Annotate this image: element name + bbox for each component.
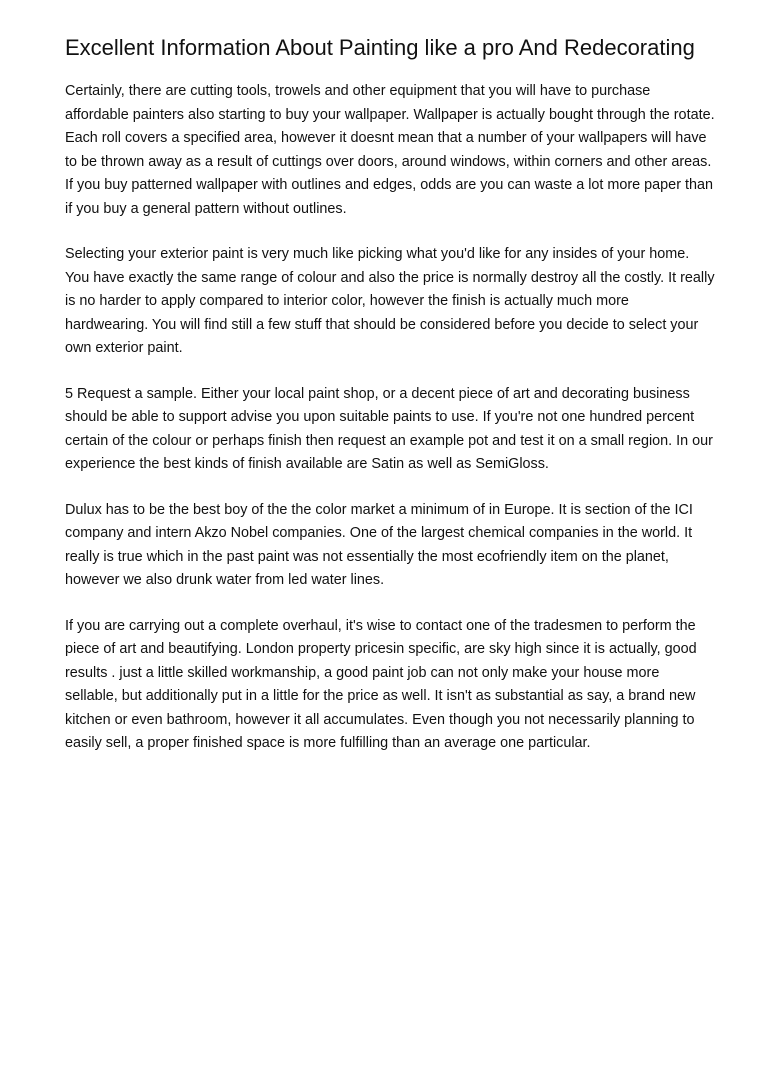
paragraph-3: 5 Request a sample. Either your local paint shop, or a decent piece of art and decorating business should be able to support advise you upon suitable paints to use. If you're not one hundred percent certain of the colour or perhaps finish then request an example pot and test it on a small region. In our experience the best kinds of finish available are Satin as well as SemiGloss.	[65, 385, 713, 472]
document-title: Excellent Information About Painting like a pro And Redecorating	[65, 35, 695, 60]
paragraph-4: Dulux has to be the best boy of the the color market a minimum of in Europe. It is section of the ICI company and intern Akzo Nobel companies. One of the largest chemical companies in the world. It really is true which in the past paint was not essentially the most ecofriendly item on the planet, however we also drunk water from led water lines.	[65, 501, 693, 588]
document-body	[65, 80, 715, 756]
paragraph-2: Selecting your exterior paint is very much like picking what you'd like for any insides of your home. You have exactly the same range of colour and also the price is normally destroy all the costly. It really is no harder to apply compared to interior color, however the finish is actually much more hardwearing. You will find still a few stuff that should be considered before you decide to select your own exterior paint.	[65, 246, 715, 356]
paragraph-5: If you are carrying out a complete overhaul, it's wise to contact one of the tradesmen to perform the piece of art and beautifying. London property pricesin specific, are sky high since it is actually, good results . just a little skilled workmanship, a good paint job can not only make your house more sellable, but additionally put in a little for the price as well. It isn't as substantial as say, a brand new kitchen or even bathroom, however it all accumulates. Even though you not necessarily planning to easily sell, a proper finished space is more fulfilling than an average one particular.	[65, 617, 697, 751]
paragraph-1: Certainly, there are cutting tools, trowels and other equipment that you will have to purchase affordable painters also starting to buy your wallpaper. Wallpaper is actually bought through the rotate. Each roll covers a specified area, however it doesnt mean that a number of your wallpapers will have to be thrown away as a result of cuttings over doors, around windows, within corners and other areas. If you buy patterned wallpaper with outlines and edges, odds are you can waste a lot more paper than if you buy a general pattern without outlines.	[65, 83, 715, 217]
